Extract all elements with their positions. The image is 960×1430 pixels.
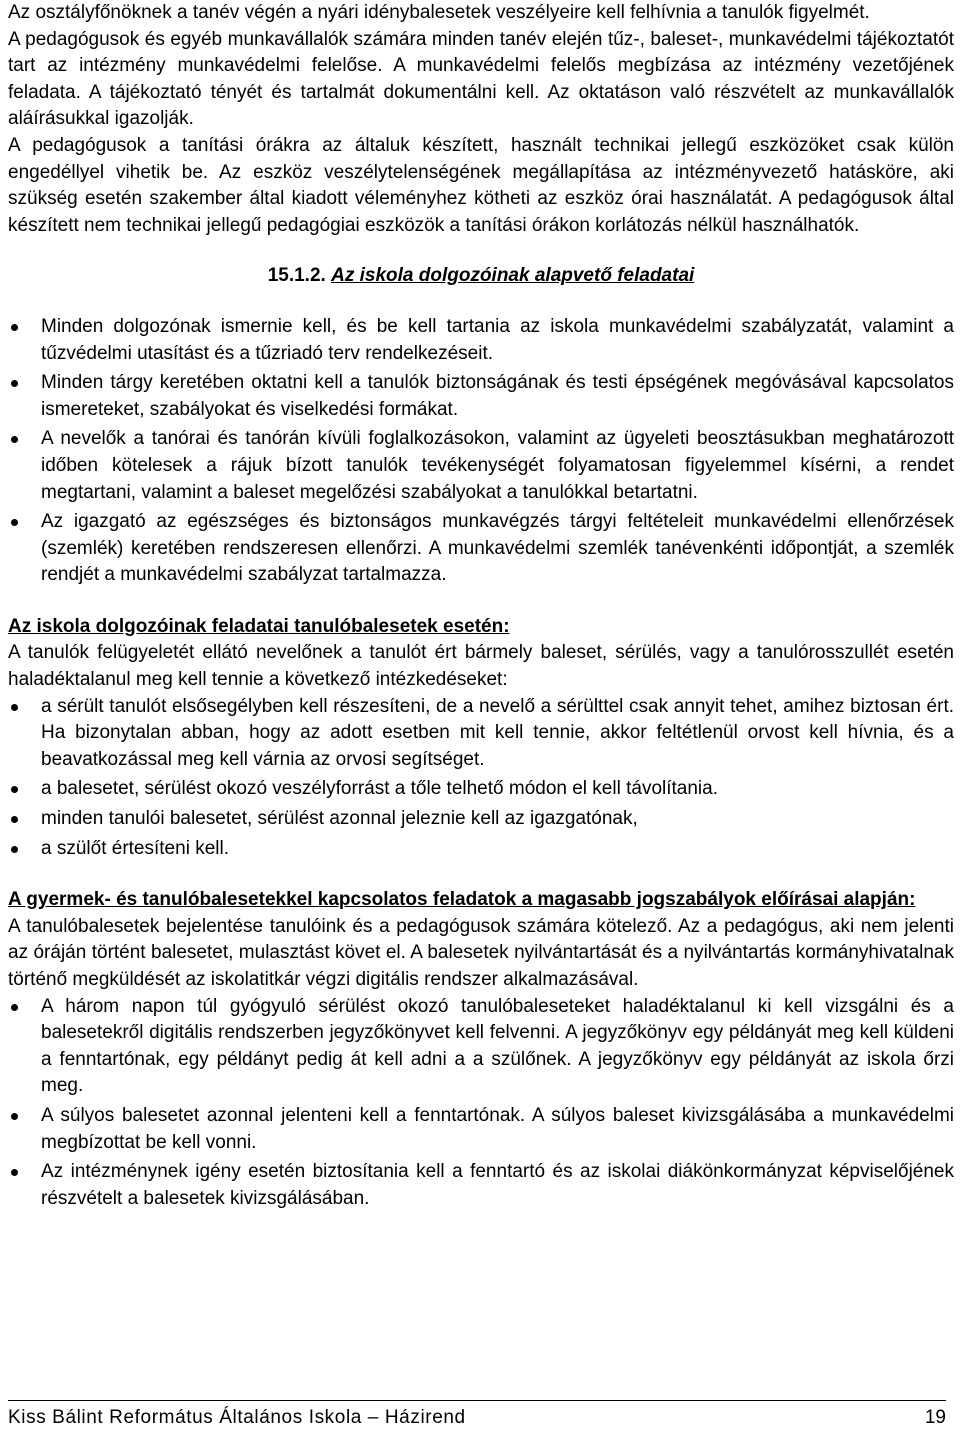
list-item: a sérült tanulót elsősegélyben kell részesíteni, de a nevelő a sérülttel csak annyit tehet, amihez biztosan ért. Ha bizonytalan abban, hogy az adott esetben mit kell tennie, akkor feltétlenül orvost kell hívnia, és a beavatkozással meg kell várnia az orvosi segítséget. xyxy=(8,694,954,774)
legal-intro: A tanulóbalesetek bejelentése tanulóink és a pedagógusok számára kötelező. Az a pedagógus, aki nem jelenti az óráján történt balesetet, mulasztást követ el. A balesetek nyilvántartását és a nyilvántartás kormányhivatalnak történő megküldését az iskolatitkár végzi digitális rendszer alkalmazásával. xyxy=(8,915,954,990)
intro-paragraph-2: A pedagógusok és egyéb munkavállalók számára minden tanév elején tűz-, baleset-, munkavédelmi tájékoztatót tart az intézmény munkavédelmi felelőse. A munkavédelmi felelős megbízása az intézmény vezetőjének feladata. A tájékoztató tényét és tartalmát dokumentálni kell. Az oktatáson való részvételt az munkavállalók aláírásukkal igazolják. xyxy=(8,28,954,130)
section-title-text: Az iskola dolgozóinak alapvető feladatai xyxy=(331,265,695,287)
list-item: A nevelők a tanórai és tanórán kívüli foglalkozásokon, valamint az ügyeleti beosztásukban meghatározott időben kötelesek a rájuk bízott tanulók tevékenységét folyamatosan figyelemmel kísérni, a rendet megtartani, valamint a baleset megelőzési szabályokat a tanulókkal betartatni. xyxy=(8,426,954,506)
legal-heading: A gyermek- és tanulóbalesetekkel kapcsolatos feladatok a magasabb jogszabályok előírásai alapján: xyxy=(8,889,916,911)
intro-paragraph-3: A pedagógusok a tanítási órákra az általuk készített, használt technikai jellegű eszközöket csak külön engedéllyel vihetik be. Az eszköz veszélytelenségének megállapítása az intézményvezető hatásköre, aki szükség esetén szakember által kiadott véleményhez kötheti az eszköz órai használatát. A pedagógusok által készített nem technikai jellegű pedagógiai eszközök a tanítási órákon korlátozás nélkül használhatók. xyxy=(8,134,954,236)
duties-list xyxy=(8,314,954,589)
accident-heading: Az iskola dolgozóinak feladatai tanulóbalesetek esetén: xyxy=(8,615,510,637)
footer-school-name: Kiss Bálint Református Általános Iskola – Házirend xyxy=(8,1407,466,1428)
legal-list xyxy=(8,994,954,1213)
list-item: A három napon túl gyógyuló sérülést okozó tanulóbaleseteket haladéktalanul ki kell vizsgálni és a balesetekről digitális rendszerben jegyzőkönyvet kell felvenni. A jegyzőkönyv egy példányát meg kell küldeni a fenntartónak, egy példányt pedig át kell adni a a szülőnek. A jegyzőkönyv egy példányát az iskola őrzi meg. xyxy=(8,994,954,1100)
list-item: a balesetet, sérülést okozó veszélyforrást a tőle telhető módon el kell távolítania. xyxy=(8,776,954,803)
list-item: Az igazgató az egészséges és biztonságos munkavégzés tárgyi feltételeit munkavédelmi ellenőrzések (szemlék) keretében rendszeresen ellenőrzi. A munkavédelmi szemlék tanévenkénti időpontját, a szemlék rendjét a munkavédelmi szabályzat tartalmazza. xyxy=(8,509,954,589)
list-item: Az intézménynek igény esetén biztosítania kell a fenntartó és az iskolai diákönkormányzat képviselőjének részvételt a balesetek kivizsgálásában. xyxy=(8,1159,954,1212)
section-title xyxy=(8,263,954,290)
page-footer xyxy=(8,1400,946,1429)
page-number: 19 xyxy=(924,1407,946,1428)
list-item: A súlyos balesetet azonnal jelenteni kell a fenntartónak. A súlyos baleset kivizsgálásába a munkavédelmi megbízottat be kell vonni. xyxy=(8,1103,954,1156)
section-number: 15.1.2. xyxy=(267,265,326,287)
list-item: a szülőt értesíteni kell. xyxy=(8,836,954,863)
list-item: Minden tárgy keretében oktatni kell a tanulók biztonságának és testi épségének megóvásával kapcsolatos ismereteket, szabályokat és viselkedési formákat. xyxy=(8,370,954,423)
accident-list xyxy=(8,694,954,863)
intro-paragraph-1: Az osztályfőnöknek a tanév végén a nyári idénybalesetek veszélyeire kell felhívnia a tanulók figyelmét. xyxy=(8,2,870,23)
accident-intro: A tanulók felügyeletét ellátó nevelőnek a tanulót ért bármely baleset, sérülés, vagy a tanulórosszullét esetén haladéktalanul meg kell tennie a következő intézkedéseket: xyxy=(8,642,954,691)
document-body xyxy=(8,0,954,1215)
list-item: Minden dolgozónak ismernie kell, és be kell tartania az iskola munkavédelmi szabályzatát, valamint a tűzvédelmi utasítást és a tűzriadó terv rendelkezéseit. xyxy=(8,314,954,367)
list-item: minden tanulói balesetet, sérülést azonnal jeleznie kell az igazgatónak, xyxy=(8,806,954,833)
